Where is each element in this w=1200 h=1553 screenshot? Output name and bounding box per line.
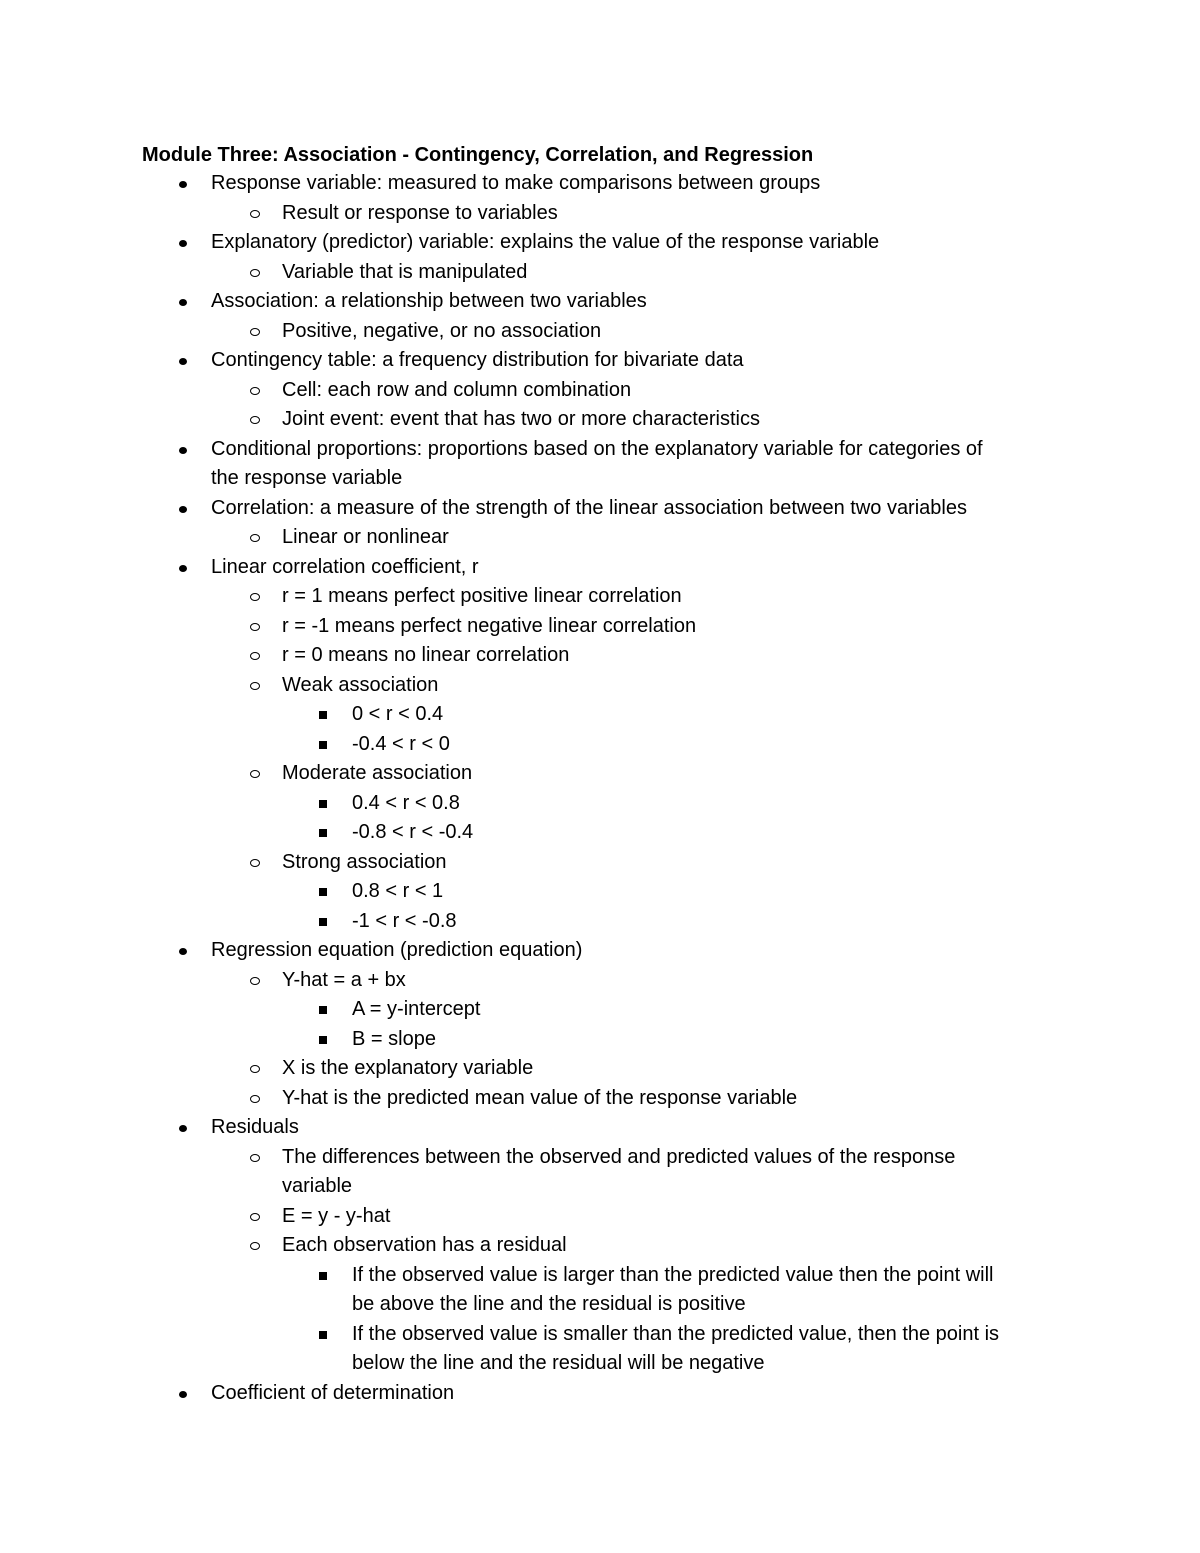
list-item-text-line: Y-hat is the predicted mean value of the response variable xyxy=(282,1086,798,1109)
hollow-circle-bullet-icon xyxy=(250,1213,260,1221)
filled-square-bullet-icon xyxy=(319,829,327,837)
list-item-level-2 xyxy=(0,317,1200,347)
filled-circle-bullet-icon xyxy=(179,1391,187,1398)
list-item-level-2 xyxy=(0,641,1200,671)
list-item-level-2 xyxy=(0,1202,1200,1232)
filled-square-bullet-icon xyxy=(319,918,327,926)
list-item-level-2 xyxy=(0,582,1200,612)
filled-circle-bullet-icon xyxy=(179,565,187,572)
hollow-circle-bullet-icon xyxy=(250,387,260,395)
list-item-level-2 xyxy=(0,848,1200,878)
list-item-text-line: Explanatory (predictor) variable: explains the value of the response variable xyxy=(211,231,880,253)
list-item-text-line: Contingency table: a frequency distribution for bivariate data xyxy=(211,349,744,371)
hollow-circle-bullet-icon xyxy=(250,534,260,542)
filled-circle-bullet-icon xyxy=(179,447,187,454)
list-item-text-line: Association: a relationship between two variables xyxy=(211,290,647,312)
list-item-text-line: Linear correlation coefficient, r xyxy=(211,555,479,578)
list-item-text-line: 0.4 < r < 0.8 xyxy=(352,791,460,814)
list-item-level-2 xyxy=(0,966,1200,996)
list-item-level-3 xyxy=(0,1320,1200,1379)
list-item-text-line: r = 0 means no linear correlation xyxy=(282,644,570,666)
list-item-level-1 xyxy=(0,936,1200,966)
list-item-level-3 xyxy=(0,1025,1200,1055)
list-item-level-2 xyxy=(0,405,1200,435)
list-item-text-line: -1 < r < -0.8 xyxy=(352,909,457,932)
hollow-circle-bullet-icon xyxy=(250,652,260,660)
list-item-level-3 xyxy=(0,995,1200,1025)
filled-square-bullet-icon xyxy=(319,1036,327,1044)
list-item-level-1 xyxy=(0,1113,1200,1143)
list-item-level-2 xyxy=(0,376,1200,406)
list-item-text-line: 0.8 < r < 1 xyxy=(352,880,444,902)
list-item-level-3 xyxy=(0,700,1200,730)
list-item-level-2 xyxy=(0,1054,1200,1084)
notes-list xyxy=(0,169,1200,1408)
hollow-circle-bullet-icon xyxy=(250,269,260,277)
list-item-text-line: Strong association xyxy=(282,850,447,873)
list-item-level-1 xyxy=(0,1379,1200,1409)
list-item-text-line: below the line and the residual will be negative xyxy=(352,1352,765,1374)
list-item-text-line: Linear or nonlinear xyxy=(282,526,449,548)
list-item-level-1 xyxy=(0,346,1200,376)
list-item-text-line: -0.8 < r < -0.4 xyxy=(352,821,474,843)
hollow-circle-bullet-icon xyxy=(250,328,260,336)
list-item-text-line: the response variable xyxy=(211,467,403,489)
hollow-circle-bullet-icon xyxy=(250,977,260,985)
filled-square-bullet-icon xyxy=(319,711,327,719)
list-item-level-3 xyxy=(0,907,1200,937)
list-item-level-3 xyxy=(0,789,1200,819)
list-item-level-2 xyxy=(0,258,1200,288)
list-item-text-line: be above the line and the residual is positive xyxy=(352,1293,746,1315)
hollow-circle-bullet-icon xyxy=(250,593,260,601)
hollow-circle-bullet-icon xyxy=(250,770,260,778)
list-item-level-2 xyxy=(0,759,1200,789)
filled-square-bullet-icon xyxy=(319,800,327,808)
filled-square-bullet-icon xyxy=(319,741,327,749)
list-item-text-line: Conditional proportions: proportions based on the explanatory variable for categories of xyxy=(211,437,983,460)
hollow-circle-bullet-icon xyxy=(250,859,260,867)
hollow-circle-bullet-icon xyxy=(250,682,260,690)
list-item-text-line: Y-hat = a + bx xyxy=(282,968,406,991)
list-item-level-2 xyxy=(0,1143,1200,1202)
list-item-text-line: If the observed value is smaller than the predicted value, then the point is xyxy=(352,1322,1000,1345)
list-item-text-line: Variable that is manipulated xyxy=(282,260,528,283)
list-item-text-line: If the observed value is larger than the predicted value then the point will xyxy=(352,1263,994,1286)
filled-square-bullet-icon xyxy=(319,1331,327,1339)
list-item-text-line: Each observation has a residual xyxy=(282,1234,567,1256)
list-item-text-line: 0 < r < 0.4 xyxy=(352,703,444,725)
filled-circle-bullet-icon xyxy=(179,181,187,188)
list-item-level-2 xyxy=(0,671,1200,701)
hollow-circle-bullet-icon xyxy=(250,1095,260,1103)
filled-circle-bullet-icon xyxy=(179,506,187,513)
list-item-text-line: Result or response to variables xyxy=(282,201,558,224)
filled-circle-bullet-icon xyxy=(179,948,187,955)
filled-circle-bullet-icon xyxy=(179,1125,187,1132)
list-item-level-1 xyxy=(0,435,1200,494)
list-item-text-line: E = y - y-hat xyxy=(282,1204,391,1227)
list-item-text-line: Coefficient of determination xyxy=(211,1381,455,1404)
filled-circle-bullet-icon xyxy=(179,299,187,306)
list-item-level-1 xyxy=(0,287,1200,317)
list-item-text-line: r = -1 means perfect negative linear correlation xyxy=(282,614,697,637)
list-item-text-line: Joint event: event that has two or more characteristics xyxy=(282,408,760,430)
list-item-level-1 xyxy=(0,228,1200,258)
list-item-text-line: Regression equation (prediction equation) xyxy=(211,939,583,961)
list-item-text-line: r = 1 means perfect positive linear correlation xyxy=(282,585,682,607)
hollow-circle-bullet-icon xyxy=(250,1154,260,1162)
list-item-level-2 xyxy=(0,523,1200,553)
list-item-text-line: A = y-intercept xyxy=(352,998,481,1020)
list-item-text-line: Correlation: a measure of the strength of the linear association between two variables xyxy=(211,496,967,519)
list-item-level-3 xyxy=(0,877,1200,907)
list-item-level-2 xyxy=(0,199,1200,229)
hollow-circle-bullet-icon xyxy=(250,416,260,424)
document-title: Module Three: Association - Contingency, Correlation, and Regression xyxy=(142,144,814,166)
filled-square-bullet-icon xyxy=(319,1006,327,1014)
list-item-level-1 xyxy=(0,494,1200,524)
list-item-level-3 xyxy=(0,1261,1200,1320)
list-item-level-1 xyxy=(0,169,1200,199)
list-item-text-line: -0.4 < r < 0 xyxy=(352,732,450,755)
list-item-level-1 xyxy=(0,553,1200,583)
hollow-circle-bullet-icon xyxy=(250,1065,260,1073)
filled-square-bullet-icon xyxy=(319,1272,327,1280)
list-item-text-line: Moderate association xyxy=(282,762,473,784)
list-item-text-line: Positive, negative, or no association xyxy=(282,319,602,342)
list-item-text-line: X is the explanatory variable xyxy=(282,1057,534,1079)
list-item-text-line: Response variable: measured to make comparisons between groups xyxy=(211,172,821,194)
hollow-circle-bullet-icon xyxy=(250,623,260,631)
filled-circle-bullet-icon xyxy=(179,358,187,365)
list-item-level-2 xyxy=(0,1231,1200,1261)
hollow-circle-bullet-icon xyxy=(250,210,260,218)
hollow-circle-bullet-icon xyxy=(250,1242,260,1250)
filled-square-bullet-icon xyxy=(319,888,327,896)
list-item-level-2 xyxy=(0,1084,1200,1114)
list-item-level-2 xyxy=(0,612,1200,642)
list-item-text-line: Residuals xyxy=(211,1116,299,1138)
list-item-level-3 xyxy=(0,818,1200,848)
list-item-level-3 xyxy=(0,730,1200,760)
list-item-text-line: The differences between the observed and predicted values of the response xyxy=(282,1145,956,1168)
list-item-text-line: variable xyxy=(282,1175,353,1197)
list-item-text-line: Cell: each row and column combination xyxy=(282,378,632,401)
list-item-text-line: B = slope xyxy=(352,1027,436,1050)
list-item-text-line: Weak association xyxy=(282,673,439,696)
filled-circle-bullet-icon xyxy=(179,240,187,247)
